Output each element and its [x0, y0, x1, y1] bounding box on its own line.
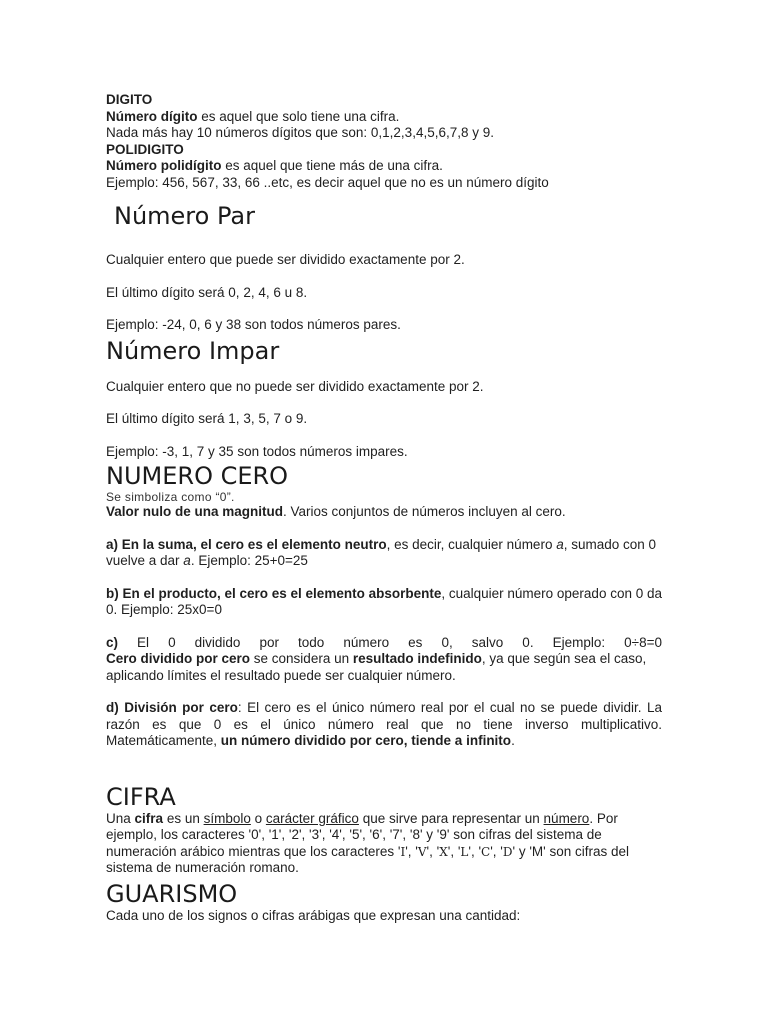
cero-item-b — [106, 586, 662, 619]
cero-valor-term: Valor nulo de una magnitud — [106, 504, 284, 519]
digito-text: es aquel que solo tiene una cifra. — [197, 108, 400, 124]
cero-c-term: c) — [106, 634, 119, 650]
digito-term: Número dígito — [106, 108, 198, 124]
heading-guarismo: GUARISMO — [106, 879, 238, 908]
polidigito-text: es aquel que tiene más de una cifra. — [221, 158, 443, 173]
roman-c: C — [481, 844, 491, 859]
impar-p2: El último dígito será 1, 3, 5, 7 o 9. — [106, 411, 308, 426]
cifra-t5: . Por ejemplo, los caracteres '0', '1', '2', '3', '4', '5', '6', '7', '8' y '9' son cifras del sistema de numeración arábico mientras que los caracteres ' — [106, 810, 618, 859]
digito-definition — [106, 109, 662, 126]
polidigito-title: POLIDIGITO — [106, 141, 184, 157]
roman-v: V — [417, 844, 427, 859]
roman-i: I — [400, 844, 406, 859]
cero-d-text2: . — [511, 733, 515, 748]
digito-title: DIGITO — [106, 92, 153, 107]
cero-a-text3: . Ejemplo: 25+0=25 — [190, 553, 308, 568]
cero-a-text1: , es decir, cualquier número — [386, 536, 557, 552]
cero-b-text: , cualquier número operado con 0 da 0. Ejemplo: 25x0=0 — [106, 585, 662, 617]
par-p2: El último dígito será 0, 2, 4, 6 u 8. — [106, 284, 308, 300]
cero-c-text: El 0 dividido por todo número es 0, salvo 0. Ejemplo: 0÷8=0 — [118, 634, 662, 650]
cifra-t11: ' y 'M' son cifras del sistema de numeración romano. — [106, 843, 630, 875]
document-page — [106, 92, 662, 924]
section-polidigito — [106, 142, 662, 192]
cero-item-a — [106, 537, 662, 570]
cifra-t9: ', ' — [468, 843, 482, 859]
cero-c2-term2: resultado indefinido — [352, 651, 482, 666]
cifra-term: cifra — [134, 810, 164, 826]
roman-l: L — [460, 844, 469, 859]
roman-x: X — [439, 844, 448, 859]
cero-valor-text: . Varios conjuntos de números incluyen al cero. — [283, 504, 566, 519]
heading-numero-cero: NUMERO CERO — [106, 462, 289, 490]
cero-subtitle: Se simboliza como “0”. — [106, 490, 235, 504]
polidigito-definition — [106, 158, 662, 175]
cero-a-var2: a — [183, 553, 191, 568]
heading-numero-impar: Número Impar — [106, 336, 280, 365]
cero-item-c2 — [106, 651, 662, 684]
cifra-t1: Una — [106, 810, 135, 826]
par-p3: Ejemplo: -24, 0, 6 y 38 son todos números pares. — [106, 317, 401, 332]
guarismo-p1: Cada uno de los signos o cifras arábigas que expresan una cantidad: — [106, 907, 521, 923]
par-p1: Cualquier entero que puede ser dividido exactamente por 2. — [106, 252, 465, 267]
cero-c2-term: Cero dividido por cero — [106, 651, 251, 666]
cifra-t4: que sirve para representar un — [358, 810, 544, 826]
cero-d-term2: un número dividido por cero, tiende a infinito — [220, 733, 512, 748]
link-caracter-grafico[interactable]: carácter gráfico — [265, 810, 359, 826]
cero-c2-text1: se considera un — [250, 651, 353, 666]
cero-d-text1: : El cero es el único número real por el cual no se puede dividir. La razón es que 0 es el único número real que no tiene inverso multiplicativo. Matemáticamente, — [106, 700, 662, 748]
impar-p3: Ejemplo: -3, 1, 7 y 35 son todos números impares. — [106, 443, 408, 459]
digito-list: Nada más hay 10 números dígitos que son: 0,1,2,3,4,5,6,7,8 y 9. — [106, 125, 494, 140]
cifra-t8: ', ' — [447, 843, 461, 859]
cifra-paragraph — [106, 811, 662, 877]
cero-a-term: a) En la suma, el cero es el elemento neutro — [106, 536, 387, 552]
link-simbolo[interactable]: símbolo — [203, 810, 251, 826]
cero-valor — [106, 504, 662, 521]
cero-a-text2: , sumado con 0 vuelve a dar — [106, 536, 657, 568]
cero-b-term: b) En el producto, el cero es el elemento absorbente — [106, 585, 442, 601]
roman-d: D — [502, 844, 513, 859]
polidigito-example: Ejemplo: 456, 567, 33, 66 ..etc, es decir aquel que no es un número dígito — [106, 174, 549, 190]
cifra-t2: es un — [163, 810, 204, 826]
section-digito — [106, 92, 662, 142]
cero-item-d — [106, 700, 662, 750]
cifra-t3: o — [250, 810, 266, 826]
link-numero[interactable]: número — [543, 810, 590, 826]
cifra-t7: ', ' — [426, 843, 440, 859]
cifra-t6: ', ' — [405, 843, 418, 859]
cifra-t10: ', ' — [490, 843, 503, 859]
heading-numero-par: Número Par — [114, 202, 255, 230]
cero-a-var: a — [556, 536, 564, 552]
heading-cifra: CIFRA — [106, 782, 176, 811]
polidigito-term: Número polidígito — [106, 158, 222, 173]
cero-d-term: d) División por cero — [106, 700, 238, 715]
cero-c2-text2: , ya que según sea el caso, aplicando límites el resultado puede ser cualquier número. — [106, 651, 647, 683]
impar-p1: Cualquier entero que no puede ser dividido exactamente por 2. — [106, 378, 484, 394]
cero-item-c — [106, 635, 662, 652]
